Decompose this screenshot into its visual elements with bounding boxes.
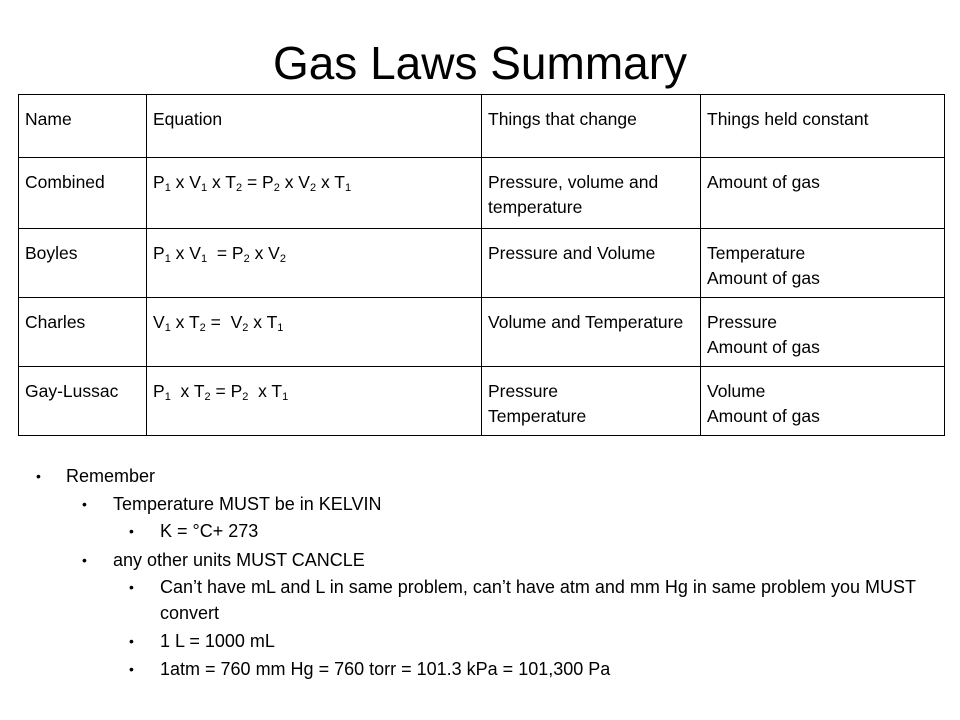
bullet-icon: • (129, 661, 134, 677)
equation-subscript: 2 (279, 253, 286, 265)
gas-laws-table (18, 94, 945, 436)
equation-term: x T (316, 172, 345, 192)
changes-cell (482, 229, 701, 298)
law-name-cell: Boyles (19, 229, 147, 298)
note-text: K = °C+ 273 (160, 521, 259, 541)
equation-cell (147, 229, 482, 298)
changes-cell (482, 367, 701, 436)
note-item (36, 546, 936, 574)
equation-term: = P (210, 381, 243, 401)
equation-term: = P (242, 172, 274, 192)
equation-subscript: 2 (204, 391, 211, 403)
cell-line: Temperature (488, 406, 587, 426)
equation-subscript: 2 (199, 322, 206, 334)
note-item (36, 628, 936, 654)
equation-subscript: 1 (164, 322, 171, 334)
table-row-combined (19, 158, 945, 229)
table-row-charles (19, 298, 945, 367)
bullet-icon: • (82, 496, 87, 512)
equation-term: x V (170, 243, 201, 263)
equation-subscript: 2 (235, 182, 243, 194)
changes-cell (482, 158, 701, 229)
law-name-cell: Gay-Lussac (19, 367, 147, 436)
equation-subscript: 1 (277, 322, 284, 334)
equation-subscript: 2 (242, 391, 249, 403)
cell-line: Pressure and Volume (488, 243, 656, 263)
equation-term: x T (248, 381, 283, 401)
note-text: Temperature MUST be in KELVIN (113, 494, 382, 514)
equation-subscript: 2 (273, 182, 280, 194)
equation-subscript: 1 (344, 182, 352, 194)
note-text: Remember (66, 466, 156, 486)
note-item (36, 462, 936, 490)
equation-term: x V (279, 172, 310, 192)
slide-title: Gas Laws Summary (272, 37, 688, 89)
equation-term: P (153, 243, 165, 263)
header-cell-constant: Things held constant (701, 95, 945, 158)
bullet-icon: • (129, 523, 134, 539)
equation-subscript: 1 (164, 253, 171, 265)
note-text: any other units MUST CANCLE (113, 550, 365, 570)
cell-line: Amount of gas (707, 406, 820, 426)
equation-term: P (153, 172, 165, 192)
note-text: 1atm = 760 mm Hg = 760 torr = 101.3 kPa = 101,300 Pa (160, 659, 611, 679)
table-row-boyles (19, 229, 945, 298)
equation-subscript: 1 (200, 182, 208, 194)
constant-cell (701, 367, 945, 436)
equation-term: x T (170, 381, 205, 401)
equation-cell (147, 158, 482, 229)
constant-cell (701, 158, 945, 229)
equation-subscript: 1 (200, 253, 208, 265)
cell-line: Volume (707, 381, 766, 401)
equation-term: x T (170, 312, 200, 332)
cell-line: Pressure (707, 312, 778, 332)
equation-term: x T (207, 172, 236, 192)
equation-cell (147, 298, 482, 367)
equation-subscript: 1 (164, 391, 171, 403)
note-text: Can’t have mL and L in same problem, can’t have atm and mm Hg in same problem you MUST convert (160, 577, 916, 623)
note-item (36, 574, 936, 626)
bullet-icon: • (36, 468, 41, 484)
constant-cell (701, 229, 945, 298)
equation-term: V (153, 312, 165, 332)
bullet-icon: • (129, 579, 134, 595)
notes-list (36, 462, 936, 684)
cell-line: Amount of gas (707, 172, 820, 192)
equation-term: x V (249, 243, 280, 263)
cell-line: Amount of gas (707, 268, 820, 288)
note-item (36, 518, 936, 544)
equation-subscript: 1 (282, 391, 289, 403)
table-header-row (19, 95, 945, 158)
header-cell-name: Name (19, 95, 147, 158)
equation-term: x T (248, 312, 278, 332)
constant-cell (701, 298, 945, 367)
equation-subscript: 2 (243, 253, 250, 265)
bullet-icon: • (129, 633, 134, 649)
cell-line: Amount of gas (707, 337, 820, 357)
equation-subscript: 1 (164, 182, 171, 194)
bullet-icon: • (82, 552, 87, 568)
equation-term: P (153, 381, 165, 401)
equation-subscript: 2 (309, 182, 317, 194)
equation-term: x V (170, 172, 201, 192)
note-item (36, 490, 936, 518)
cell-line: Pressure, volume and temperature (488, 172, 659, 217)
equation-cell (147, 367, 482, 436)
changes-cell (482, 298, 701, 367)
equation-term: = V (205, 312, 243, 332)
header-cell-changes: Things that change (482, 95, 701, 158)
cell-line: Pressure (488, 381, 559, 401)
note-text: 1 L = 1000 mL (160, 631, 275, 651)
law-name-cell: Combined (19, 158, 147, 229)
equation-subscript: 2 (242, 322, 249, 334)
cell-line: Volume and Temperature (488, 312, 684, 332)
law-name-cell: Charles (19, 298, 147, 367)
equation-term: = P (207, 243, 244, 263)
header-cell-equation: Equation (147, 95, 482, 158)
cell-line: Temperature (707, 243, 806, 263)
table-row-gay-lussac (19, 367, 945, 436)
note-item (36, 656, 936, 682)
